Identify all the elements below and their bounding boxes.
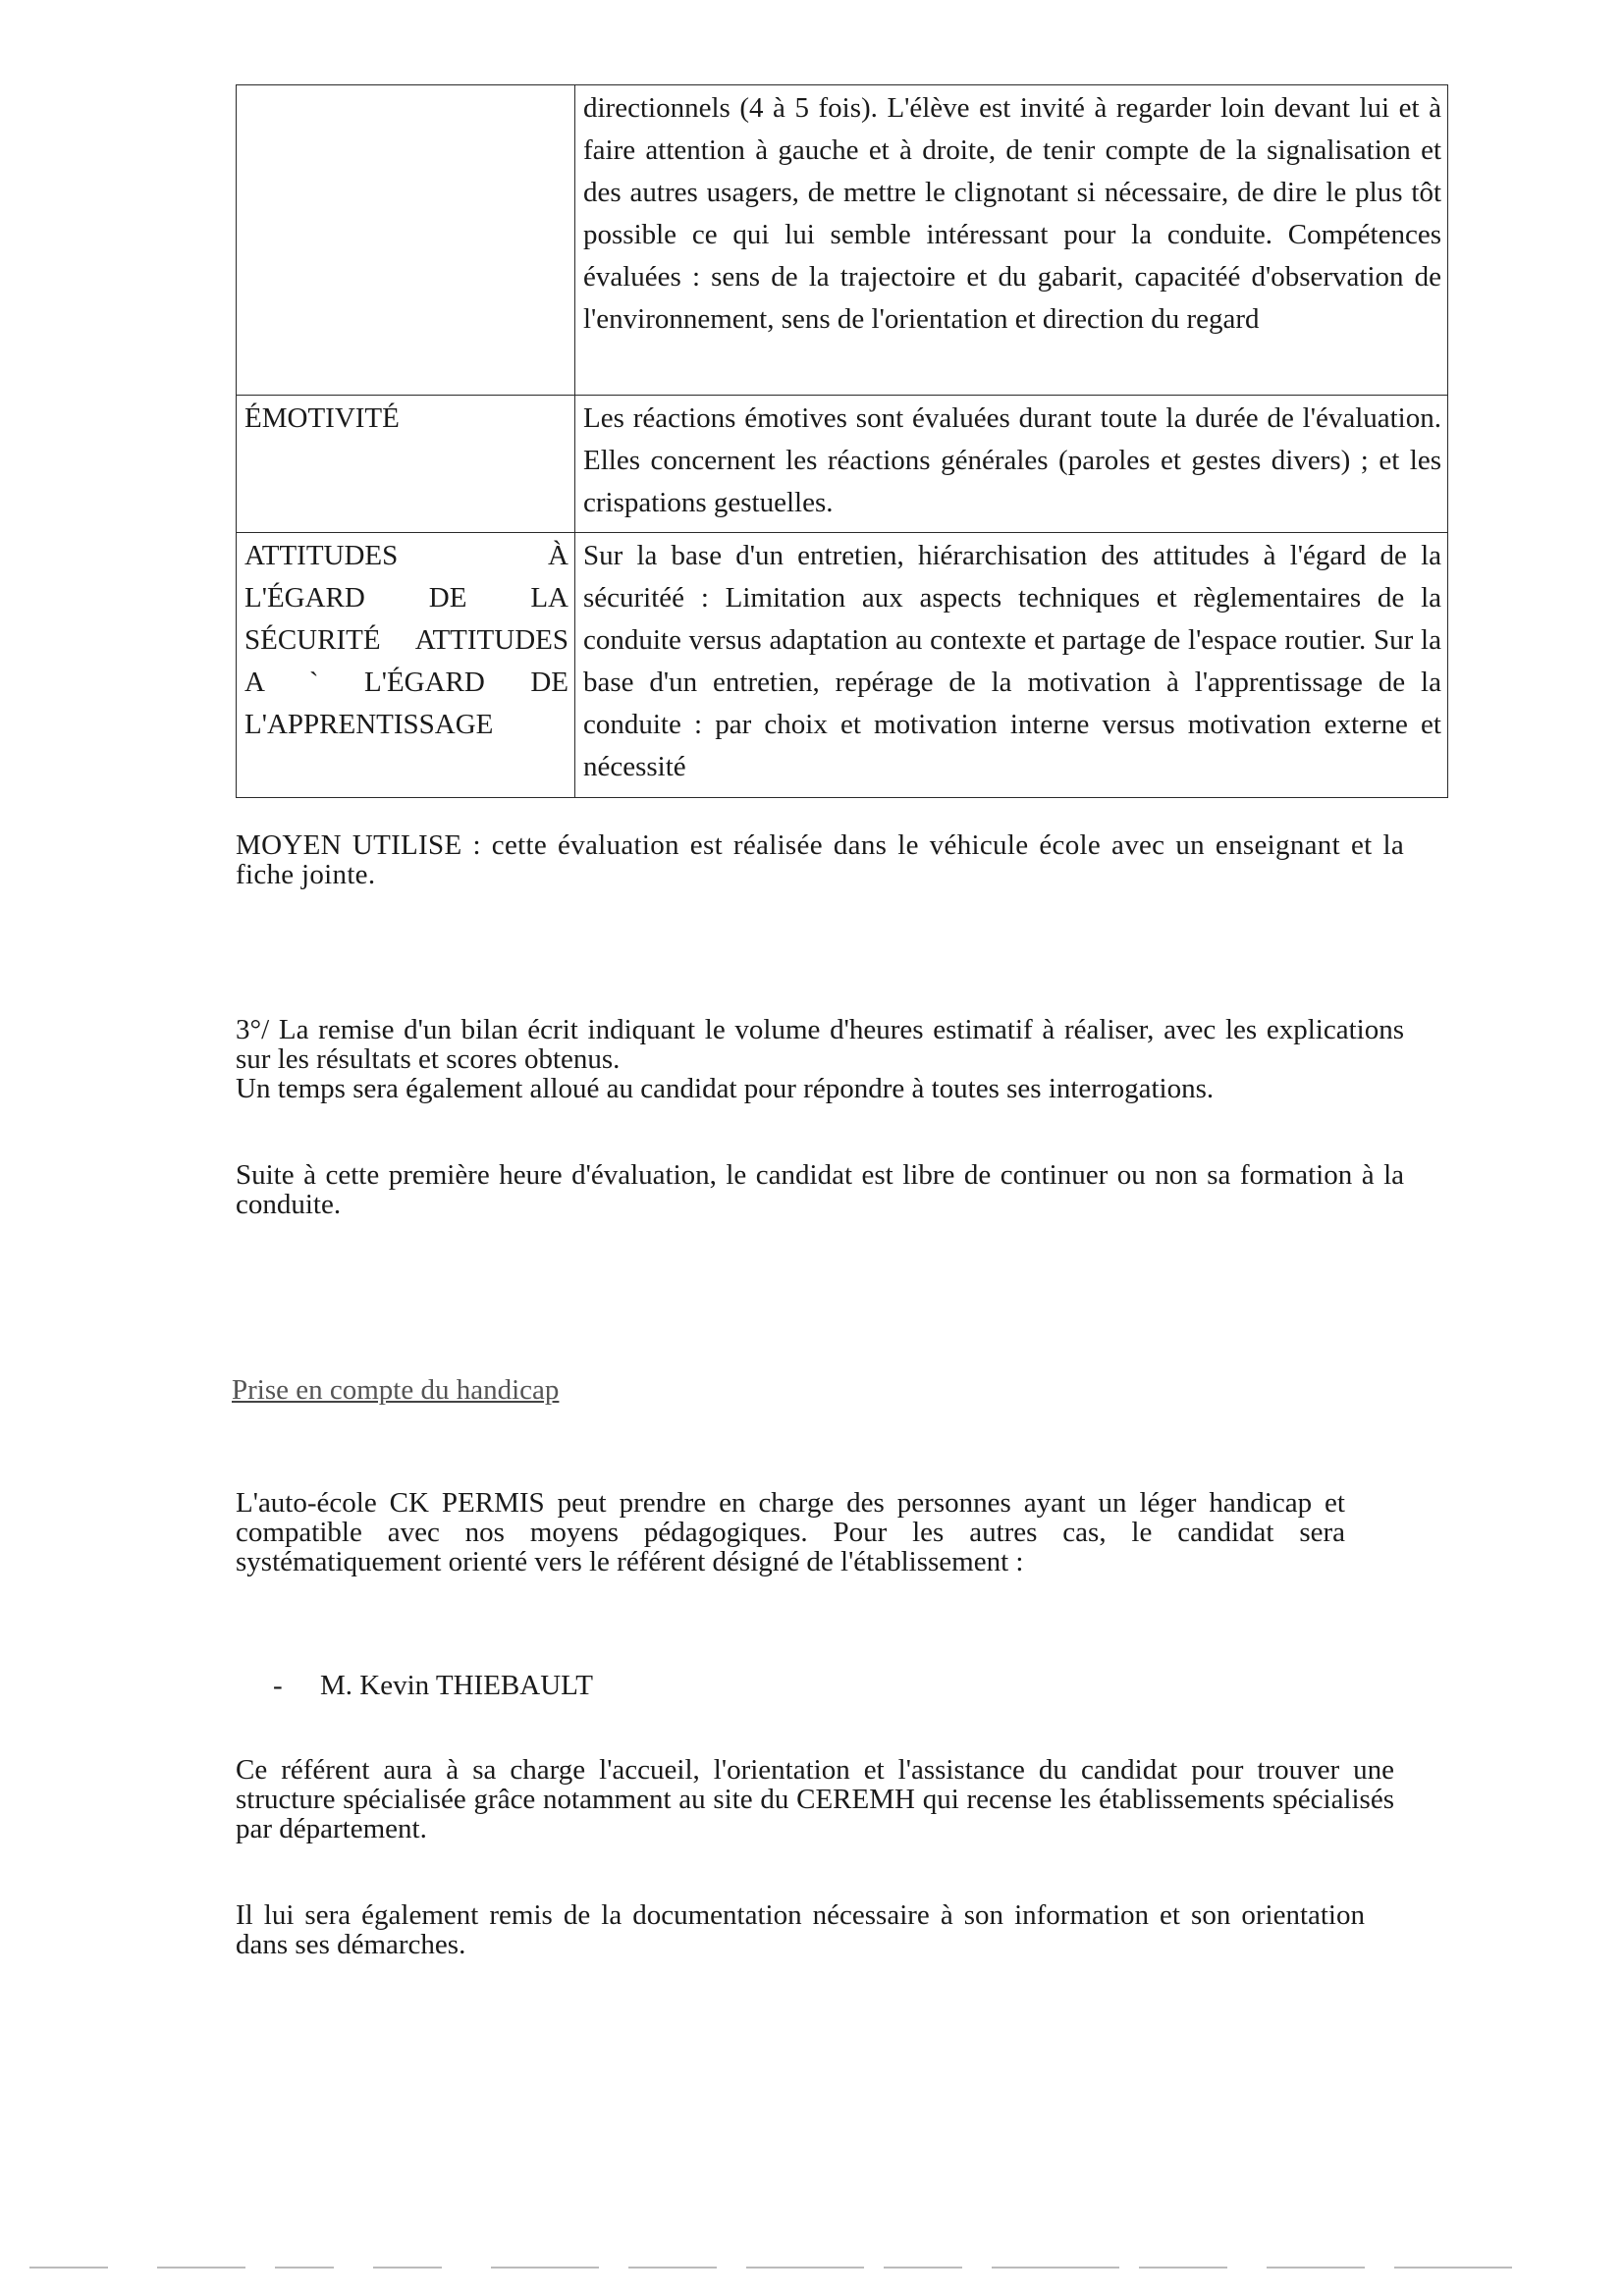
table-cell-label: ÉMOTIVITÉ: [237, 396, 575, 533]
referent-list-item: [273, 1669, 593, 1702]
bilan-line-2: Un temps sera également alloué au candidat pour répondre à toutes ses interrogations.: [236, 1073, 1215, 1104]
scan-artifact: [746, 2267, 864, 2269]
section-heading: Prise en compte du handicap: [232, 1374, 560, 1406]
suite-text: Suite à cette première heure d'évaluation, le candidat est libre de continuer ou non sa formation à la conduite.: [236, 1159, 1404, 1220]
scan-artifact: [1139, 2267, 1227, 2269]
evaluation-table: [236, 84, 1448, 798]
label-line: L'APPRENTISSAGE: [244, 709, 494, 740]
label-line: A ` L'ÉGARD DE: [244, 667, 568, 698]
documentation-text: Il lui sera également remis de la documentation nécessaire à son information et son orientation dans ses démarches.: [236, 1899, 1365, 1960]
table-row: [237, 533, 1448, 798]
scan-artifact: [884, 2267, 962, 2269]
table-cell-description: directionnels (4 à 5 fois). L'élève est invité à regarder loin devant lui et à faire attention à gauche et à droite, de tenir compte de la signalisation et des autres usagers, de mettre le clignotant si nécessaire, de dire le plus tôt possible ce qui lui semble intéressant pour la conduite. Compétences évaluées : sens de la trajectoire et du gabarit, capacitéé d'observation de l'environnement, sens de l'orientation et direction du regard: [575, 85, 1448, 396]
scan-artifact: [1394, 2267, 1512, 2269]
handicap-intro-text: L'auto-école CK PERMIS peut prendre en charge des personnes ayant un léger handicap et compatible avec nos moyens pédagogiques. Pour les autres cas, le candidat sera systématiquement orienté vers le référent désigné de l'établissement :: [236, 1487, 1345, 1577]
table-cell-description: Les réactions émotives sont évaluées durant toute la durée de l'évaluation. Elles concernent les réactions générales (paroles et gestes divers) ; et les crispations gestuelles.: [575, 396, 1448, 533]
referent-role-paragraph: [236, 1755, 1394, 1843]
moyen-text: MOYEN UTILISE : cette évaluation est réalisée dans le véhicule école avec un enseignant et la fiche jointe.: [236, 829, 1404, 890]
scan-artifact: [373, 2267, 442, 2269]
scan-artifact: [29, 2267, 108, 2269]
table-row: [237, 396, 1448, 533]
table-cell-label: [237, 85, 575, 396]
bilan-paragraph: [236, 1015, 1404, 1103]
scan-artifact: [157, 2267, 245, 2269]
referent-role-text: Ce référent aura à sa charge l'accueil, l'orientation et l'assistance du candidat pour trouver une structure spécialisée grâce notamment au site du CEREMH qui recense les établissements spécialisés par département.: [236, 1754, 1394, 1844]
list-dash: -: [273, 1670, 283, 1701]
table-cell-description: Sur la base d'un entretien, hiérarchisation des attitudes à l'égard de la sécuritéé : Limitation aux aspects techniques et règlementaires de la conduite versus adaptation au contexte et partage de l'espace routier. Sur la base d'un entretien, repérage de la motivation à l'apprentissage de la conduite : par choix et motivation interne versus motivation externe et nécessité: [575, 533, 1448, 798]
scan-artifact: [1267, 2267, 1365, 2269]
scan-artifact: [992, 2267, 1119, 2269]
table-row: [237, 85, 1448, 396]
handicap-intro-paragraph: [236, 1488, 1345, 1576]
label-line: ATTITUDES À: [244, 540, 568, 571]
label-line: L'ÉGARD DE LA: [244, 582, 568, 614]
bilan-line-1: 3°/ La remise d'un bilan écrit indiquant le volume d'heures estimatif à réaliser, avec les explications sur les résultats et scores obtenus.: [236, 1014, 1404, 1075]
scan-artifact: [275, 2267, 334, 2269]
documentation-paragraph: [236, 1900, 1365, 1959]
suite-paragraph: [236, 1160, 1404, 1219]
scan-artifact: [491, 2267, 599, 2269]
label-line: SÉCURITÉ ATTITUDES: [244, 624, 568, 656]
table-cell-label: [237, 533, 575, 798]
referent-name: M. Kevin THIEBAULT: [320, 1670, 593, 1701]
moyen-paragraph: [236, 830, 1404, 889]
scan-artifact: [628, 2267, 717, 2269]
